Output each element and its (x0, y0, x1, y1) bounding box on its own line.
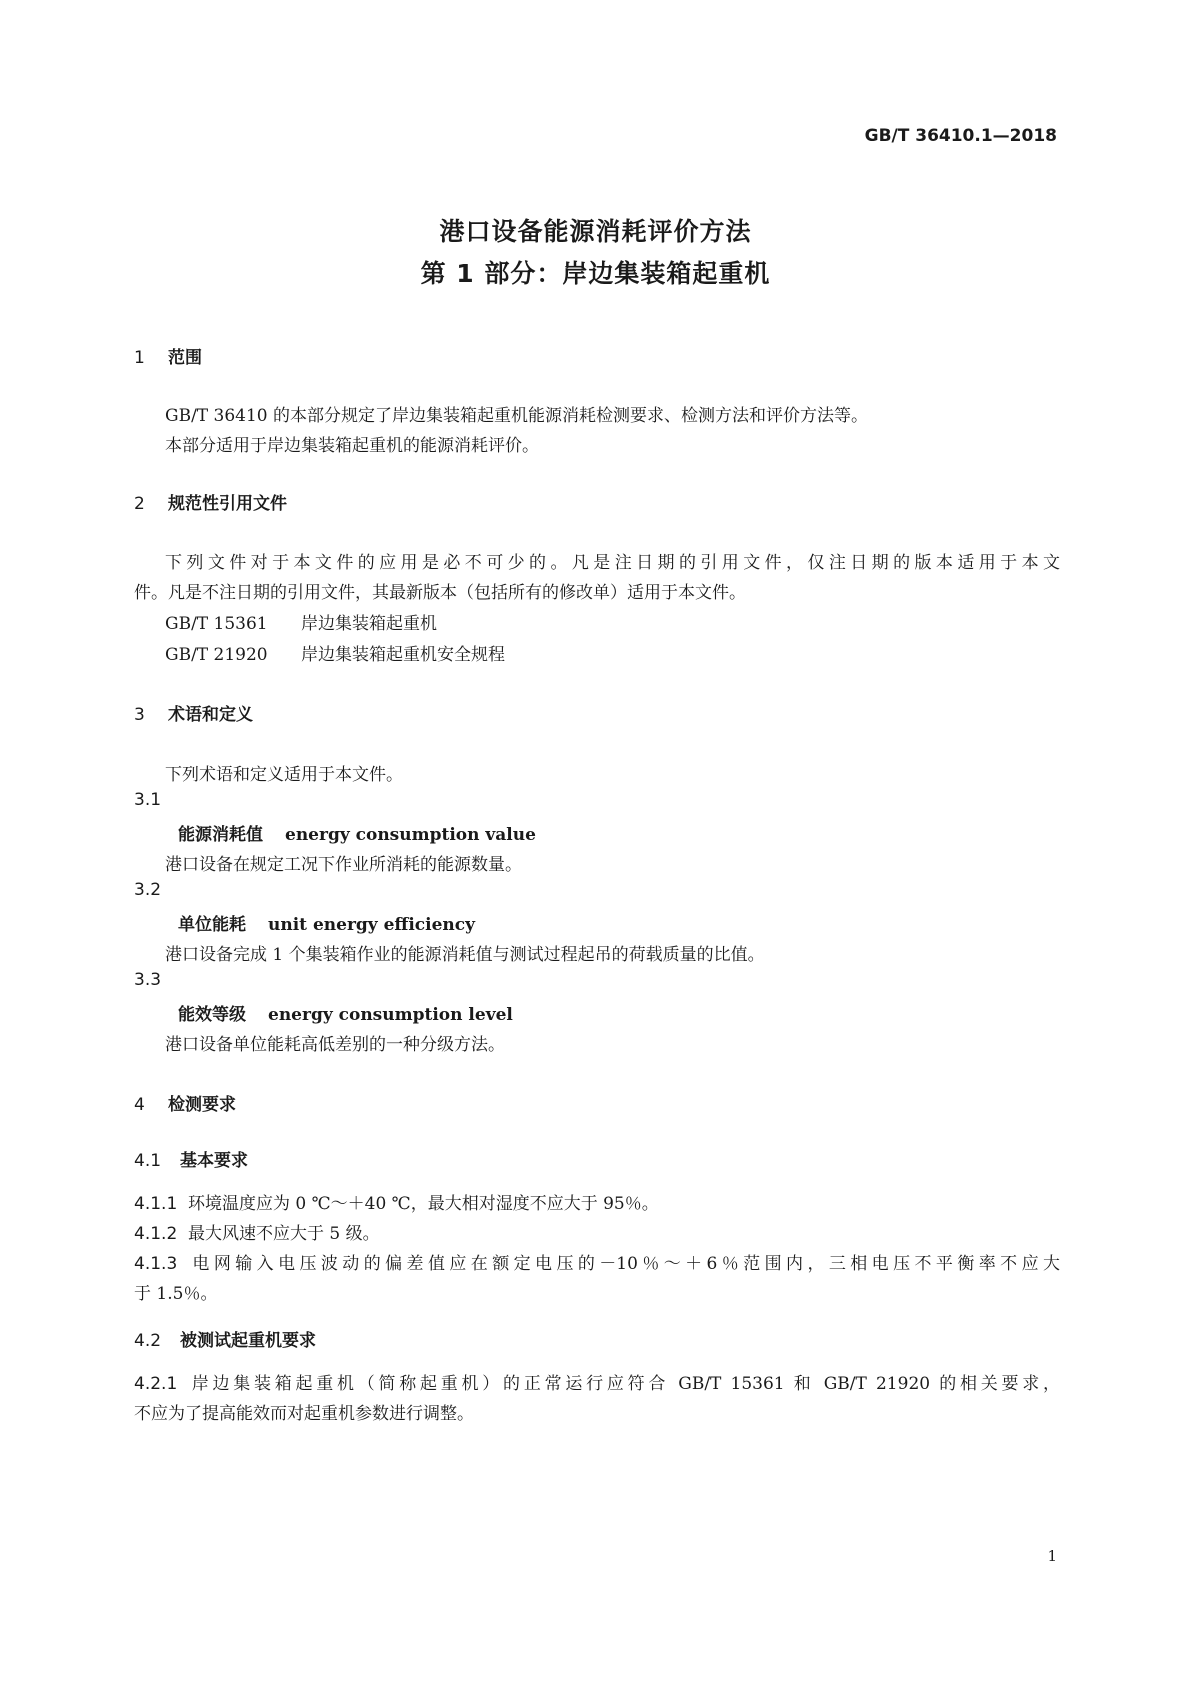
term-definition: 港口设备单位能耗高低差别的一种分级方法。 (165, 1035, 505, 1055)
clause-number: 4.1.1 (134, 1194, 178, 1214)
reference-item (165, 609, 437, 634)
term-zh: 能效等级 (178, 1005, 246, 1025)
section-number: 1 (134, 348, 145, 368)
clause-4-1-2 (134, 1219, 380, 1244)
paragraph: 下列术语和定义适用于本文件。 (165, 765, 403, 785)
term-zh: 能源消耗值 (178, 825, 263, 845)
term-definition: 港口设备在规定工况下作业所消耗的能源数量。 (165, 855, 522, 875)
clause-number: 4.1.2 (134, 1224, 178, 1244)
subsection-number: 4.2 (134, 1331, 162, 1351)
subsection-heading-4-2 (134, 1326, 316, 1351)
term-zh: 单位能耗 (178, 915, 246, 935)
paragraph: 本部分适用于岸边集装箱起重机的能源消耗评价。 (165, 436, 539, 456)
section-title: 范围 (168, 348, 202, 368)
term-en: energy consumption level (268, 1005, 513, 1025)
clause-number: 4.2.1 (134, 1374, 178, 1394)
section-number: 4 (134, 1095, 145, 1115)
clause-continuation: 于 1.5％。 (134, 1284, 218, 1304)
term-heading (178, 1000, 513, 1025)
section-title: 术语和定义 (168, 705, 253, 725)
section-heading-4 (134, 1090, 236, 1115)
standard-code: GB/T 36410.1—2018 (864, 126, 1057, 146)
reference-title: 岸边集装箱起重机安全规程 (301, 645, 505, 665)
term-definition: 港口设备完成 1 个集装箱作业的能源消耗值与测试过程起吊的荷载质量的比值。 (165, 945, 765, 965)
term-number: 3.1 (134, 790, 162, 810)
clause-text: 电网输入电压波动的偏差值应在额定电压的－10％～＋6％范围内，三相电压不平衡率不应大 (188, 1254, 1060, 1274)
term-number: 3.3 (134, 970, 162, 990)
page-number: 1 (1047, 1547, 1057, 1565)
clause-4-1-3 (134, 1249, 1060, 1274)
clause-4-2-1 (134, 1369, 1060, 1394)
document-title-line2: 第 1 部分：岸边集装箱起重机 (420, 259, 771, 288)
reference-code: GB/T 15361 (165, 614, 268, 634)
document-title-line1: 港口设备能源消耗评价方法 (439, 217, 752, 246)
term-en: unit energy efficiency (268, 915, 476, 935)
reference-code: GB/T 21920 (165, 645, 268, 665)
section-number: 2 (134, 494, 145, 514)
section-heading-2 (134, 489, 287, 514)
clause-number: 4.1.3 (134, 1254, 178, 1274)
section-title: 规范性引用文件 (168, 494, 287, 514)
subsection-heading-4-1 (134, 1146, 248, 1171)
section-number: 3 (134, 705, 145, 725)
clause-text: 环境温度应为 0 ℃～＋40 ℃，最大相对湿度不应大于 95％。 (188, 1194, 659, 1214)
paragraph: 件。凡是不注日期的引用文件，其最新版本（包括所有的修改单）适用于本文件。 (134, 583, 746, 603)
section-title: 检测要求 (168, 1095, 236, 1115)
clause-text: 最大风速不应大于 5 级。 (188, 1224, 380, 1244)
term-heading (178, 820, 536, 845)
reference-title: 岸边集装箱起重机 (301, 614, 437, 634)
section-heading-3 (134, 700, 253, 725)
term-en: energy consumption value (285, 825, 536, 845)
section-heading-1 (134, 343, 202, 368)
clause-text: 岸边集装箱起重机（简称起重机）的正常运行应符合 GB/T 15361 和 GB/T 21920 的相关要求， (188, 1374, 1060, 1394)
subsection-title: 被测试起重机要求 (180, 1331, 316, 1351)
clause-continuation: 不应为了提高能效而对起重机参数进行调整。 (134, 1404, 474, 1424)
reference-item (165, 640, 505, 665)
subsection-title: 基本要求 (180, 1151, 248, 1171)
subsection-number: 4.1 (134, 1151, 162, 1171)
term-number: 3.2 (134, 880, 162, 900)
paragraph: 下列文件对于本文件的应用是必不可少的。凡是注日期的引用文件，仅注日期的版本适用于本文 (165, 553, 1060, 573)
clause-4-1-1 (134, 1189, 659, 1214)
term-heading (178, 910, 475, 935)
paragraph: GB/T 36410 的本部分规定了岸边集装箱起重机能源消耗检测要求、检测方法和评价方法等。 (165, 406, 869, 426)
